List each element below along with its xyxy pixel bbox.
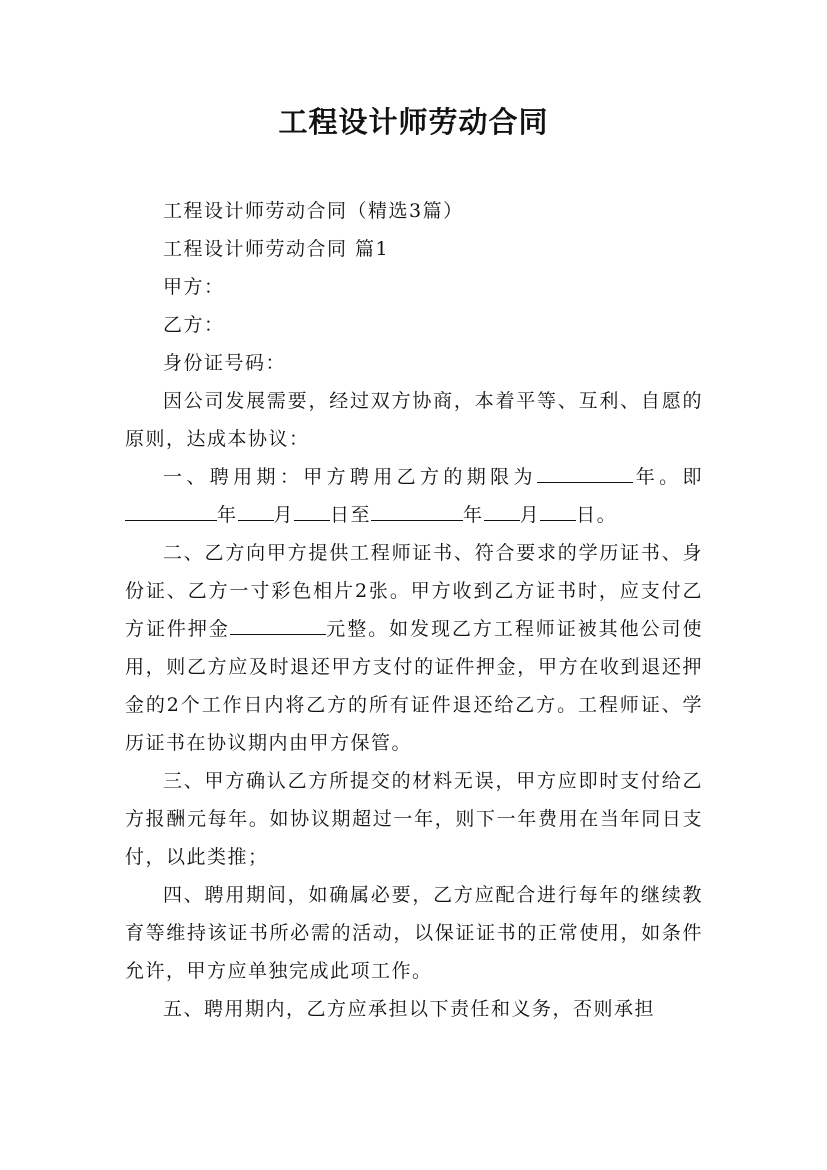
section-heading: 工程设计师劳动合同 篇1 xyxy=(163,238,390,260)
unit-year-2: 年 xyxy=(463,504,484,526)
unit-month-2: 月 xyxy=(519,504,541,526)
clause-5-paragraph: 五、聘用期内，乙方应承担以下责任和义务，否则承担 xyxy=(163,998,656,1020)
clause-1-text-b: 年。即 xyxy=(632,466,703,488)
start-day-blank xyxy=(294,498,330,521)
id-number-label: 身份证号码： xyxy=(163,352,287,374)
unit-year: 年 xyxy=(217,504,238,526)
clause-1-paragraph xyxy=(125,458,703,534)
clause-4-paragraph: 四、聘用期间，如确属必要，乙方应配合进行每年的继续教育等维持该证书所必需的活动，以保证证书的正常使用，如条件允许，甲方应单独完成此项工作。 xyxy=(125,884,703,982)
document-body xyxy=(125,192,703,1028)
clause-2-text-b: 元整。如发现乙方工程师证被其他公司使用，则乙方应及时退还甲方支付的证件押金，甲方在收到退还押金的2个工作日内将乙方的所有证件退还给乙方。工程师证、学历证书在协议期内由甲方保管。 xyxy=(125,618,703,754)
deposit-amount-blank xyxy=(230,612,326,635)
subtitle: 工程设计师劳动合同（精选3篇） xyxy=(163,200,464,222)
clause-2-text-a: 二、乙方向甲方提供工程师证书、符合要求的学历证书、身份证、乙方一寸彩色相片2张。甲方收到乙方证书时，应支付乙方证件押金 xyxy=(125,542,703,640)
end-month-blank xyxy=(484,498,520,521)
party-a-label: 甲方： xyxy=(163,276,225,298)
party-b-label: 乙方： xyxy=(163,314,225,336)
unit-day-end: 日。 xyxy=(576,504,618,526)
end-year-blank xyxy=(371,498,463,521)
end-day-blank xyxy=(540,498,576,521)
intro-paragraph: 因公司发展需要，经过双方协商，本着平等、互利、自愿的原则，达成本协议： xyxy=(125,390,703,450)
clause-1-text-a: 一、聘用期：甲方聘用乙方的期限为 xyxy=(163,466,537,488)
document-title: 工程设计师劳动合同 xyxy=(278,105,549,139)
term-years-blank xyxy=(537,460,633,483)
start-year-blank xyxy=(125,498,217,521)
clause-2-paragraph xyxy=(125,534,703,762)
clause-3-paragraph: 三、甲方确认乙方所提交的材料无误，甲方应即时支付给乙方报酬元每年。如协议期超过一年，则下一年费用在当年同日支付，以此类推； xyxy=(125,770,703,868)
start-month-blank xyxy=(238,498,274,521)
unit-day-to: 日至 xyxy=(330,504,372,526)
unit-month: 月 xyxy=(273,504,295,526)
